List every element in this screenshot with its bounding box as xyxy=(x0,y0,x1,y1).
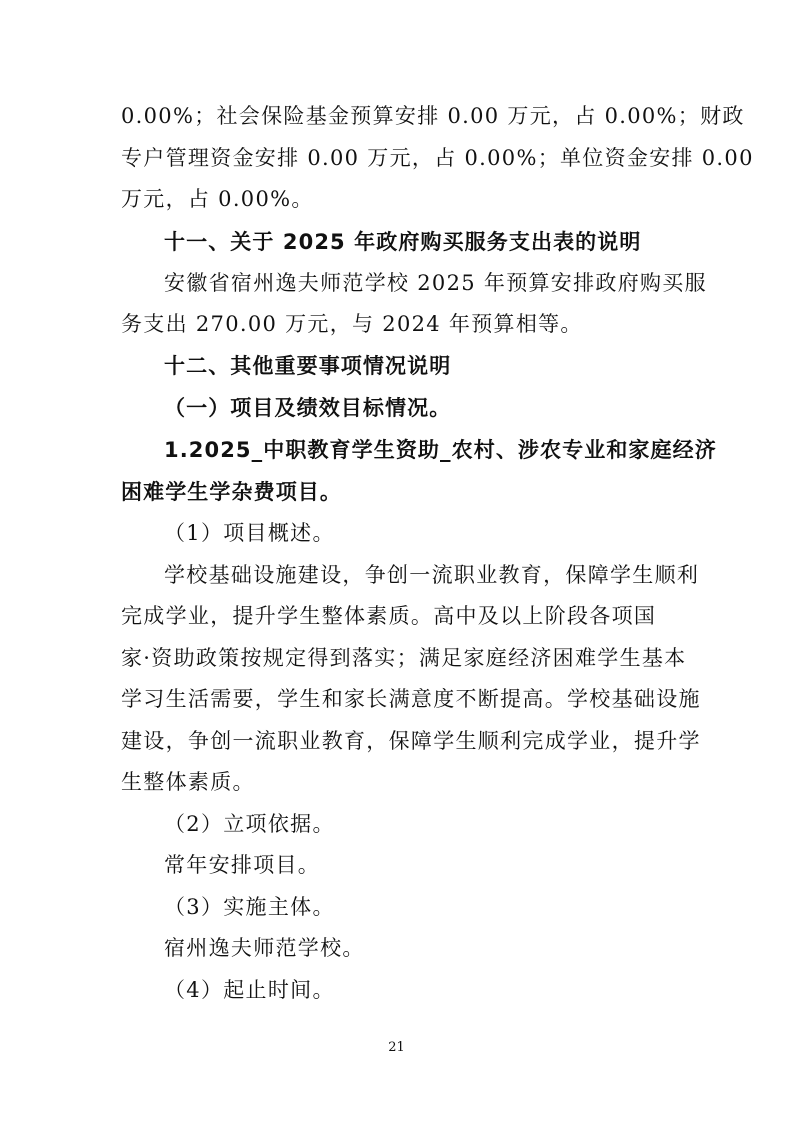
item-heading: （4）起止时间。 xyxy=(164,978,335,1002)
project-title-line-2: 困难学生学杂费项目。 xyxy=(121,480,342,504)
body-text-line: 学习生活需要，学生和家长满意度不断提高。学校基础设施 xyxy=(121,687,701,711)
body-text-line: 学校基础设施建设，争创一流职业教育，保障学生顺利 xyxy=(164,563,700,587)
body-text-line: 完成学业，提升学生整体素质。高中及以上阶段各项国 xyxy=(121,604,657,628)
body-text-line: 专户管理资金安排 0.00 万元，占 0.00%；单位资金安排 0.00 xyxy=(121,146,754,170)
body-text-line: 生整体素质。 xyxy=(121,770,255,794)
section-heading-twelve: 十二、其他重要事项情况说明 xyxy=(164,354,452,378)
item-heading: （2）立项依据。 xyxy=(164,812,335,836)
project-title-line-1: 1.2025_中职教育学生资助_农村、涉农专业和家庭经济 xyxy=(164,438,717,462)
body-text-line: 万元，占 0.00%。 xyxy=(121,187,314,211)
item-heading: （3）实施主体。 xyxy=(164,895,335,919)
body-text-line: 0.00%；社会保险基金预算安排 0.00 万元，占 0.00%；财政 xyxy=(121,104,745,128)
body-text-line: 建设，争创一流职业教育，保障学生顺利完成学业，提升学 xyxy=(121,729,701,753)
body-text-line: 安徽省宿州逸夫师范学校 2025 年预算安排政府购买服 xyxy=(164,271,707,295)
body-text-line: 常年安排项目。 xyxy=(164,853,321,877)
body-text-line: 宿州逸夫师范学校。 xyxy=(164,936,365,960)
body-text-line: 家·资助政策按规定得到落实；满足家庭经济困难学生基本 xyxy=(121,646,687,670)
section-heading-eleven: 十一、关于 2025 年政府购买服务支出表的说明 xyxy=(164,230,642,254)
subsection-heading: （一）项目及绩效目标情况。 xyxy=(164,396,452,420)
body-text-line: 务支出 270.00 万元，与 2024 年预算相等。 xyxy=(121,312,583,336)
page-number: 21 xyxy=(388,1040,405,1055)
item-heading: （1）项目概述。 xyxy=(164,521,335,545)
